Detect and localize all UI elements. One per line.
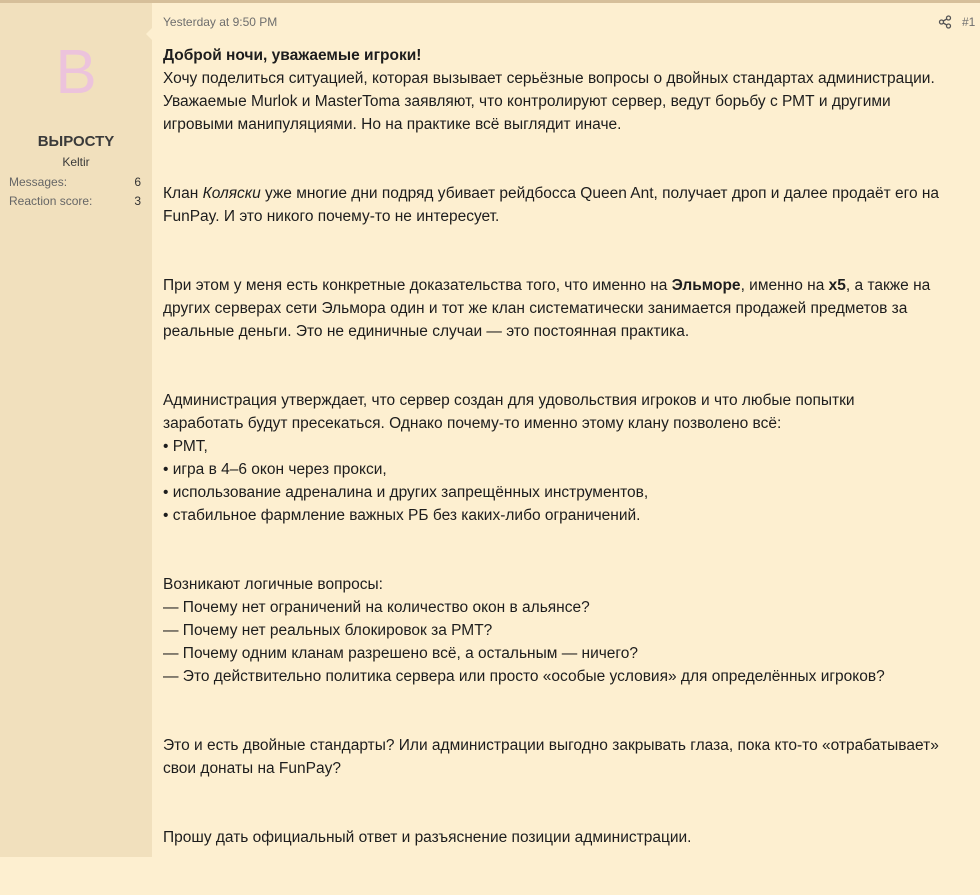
text-segment: — Это действительно политика сервера или просто «особые условия» для определённых игроков?	[163, 668, 885, 685]
paragraph	[163, 182, 978, 228]
text-segment: Прошу дать официальный ответ и разъяснение позиции администрации.	[163, 829, 692, 846]
text-line	[163, 435, 978, 458]
text-line	[163, 619, 978, 642]
text-segment: При этом у меня есть конкретные доказательства того, что именно на	[163, 277, 672, 294]
text-segment: реальные деньги. Это не единичные случаи — это постоянная практика.	[163, 323, 690, 340]
text-line	[163, 274, 978, 297]
stat-label: Reaction score:	[9, 194, 93, 208]
text-segment: заработать будут пресекаться. Однако почему-то именно этому клану позволено всё:	[163, 415, 782, 432]
text-segment: Коляски	[202, 185, 261, 202]
text-segment: • использование адреналина и других запрещённых инструментов,	[163, 484, 649, 501]
stat-value: 3	[134, 194, 141, 208]
text-segment: FunPay. И это никого почему-то не интересует.	[163, 208, 500, 225]
user-sidebar	[0, 3, 152, 857]
paragraph	[163, 734, 978, 780]
text-line	[163, 297, 978, 320]
post-date[interactable]: Yesterday at 9:50 PM	[163, 15, 278, 29]
text-line	[163, 205, 978, 228]
text-line	[163, 734, 978, 757]
sidebar-arrow	[146, 28, 152, 40]
text-segment: — Почему нет ограничений на количество окон в альянсе?	[163, 599, 590, 616]
paragraph	[163, 274, 978, 343]
text-segment: Возникают логичные вопросы:	[163, 576, 383, 593]
text-line	[163, 596, 978, 619]
text-line	[163, 320, 978, 343]
post-body	[163, 44, 978, 895]
stat-reaction-score	[9, 194, 141, 208]
text-segment: Администрация утверждает, что сервер создан для удовольствия игроков и что любые попытки	[163, 392, 855, 409]
text-segment: , именно на	[740, 277, 829, 294]
text-segment: Это и есть двойные стандарты? Или администрации выгодно закрывать глаза, пока кто-то «отрабатывает»	[163, 737, 939, 754]
avatar[interactable]: B	[55, 38, 97, 107]
share-icon[interactable]	[938, 15, 952, 29]
text-line	[163, 757, 978, 780]
text-line	[163, 826, 978, 849]
text-line	[163, 44, 978, 67]
text-line	[163, 642, 978, 665]
text-segment: уже многие дни подряд убивает рейдбосса Queen Ant, получает дроп и далее продаёт его на	[260, 185, 940, 202]
paragraph	[163, 573, 978, 688]
text-line	[163, 90, 978, 113]
text-segment: свои донаты на FunPay?	[163, 760, 341, 777]
text-segment: игровыми манипуляциями. Но на практике всё выглядит иначе.	[163, 116, 622, 133]
text-line	[163, 412, 978, 435]
text-line	[163, 504, 978, 527]
text-segment: Уважаемые Murlok и MasterToma заявляют, что контролируют сервер, ведут борьбу с РМТ и другими	[163, 93, 891, 110]
stat-label: Messages:	[9, 175, 68, 189]
text-segment: Клан	[163, 185, 203, 202]
text-segment: • РМТ,	[163, 438, 208, 455]
text-line	[163, 481, 978, 504]
post-number[interactable]: #1	[962, 15, 976, 29]
text-segment: — Почему одним кланам разрешено всё, а остальным — ничего?	[163, 645, 638, 662]
text-line	[163, 113, 978, 136]
stat-messages	[9, 175, 141, 189]
text-segment: x5	[828, 277, 846, 294]
text-line	[163, 458, 978, 481]
text-line	[163, 573, 978, 596]
text-segment: Доброй ночи, уважаемые игроки!	[163, 47, 422, 64]
stat-value: 6	[134, 175, 141, 189]
text-line	[163, 389, 978, 412]
paragraph	[163, 44, 978, 136]
text-segment: • стабильное фармление важных РБ без каких-либо ограничений.	[163, 507, 641, 524]
text-line	[163, 665, 978, 688]
paragraph	[163, 826, 978, 849]
text-segment: , а также на	[845, 277, 931, 294]
text-segment: — Почему нет реальных блокировок за РМТ?	[163, 622, 493, 639]
text-segment: Эльморе	[671, 277, 741, 294]
text-segment: других серверах сети Эльмора один и тот же клан систематически занимается продажей предметов за	[163, 300, 908, 317]
paragraph	[163, 389, 978, 527]
text-line	[163, 67, 978, 90]
text-line	[163, 182, 978, 205]
user-title: Keltir	[62, 155, 90, 169]
username[interactable]: ВЫРОСТY	[37, 133, 115, 150]
text-segment: • игра в 4–6 окон через прокси,	[163, 461, 387, 478]
text-segment: Хочу поделиться ситуацией, которая вызывает серьёзные вопросы о двойных стандартах администрации.	[163, 70, 935, 87]
